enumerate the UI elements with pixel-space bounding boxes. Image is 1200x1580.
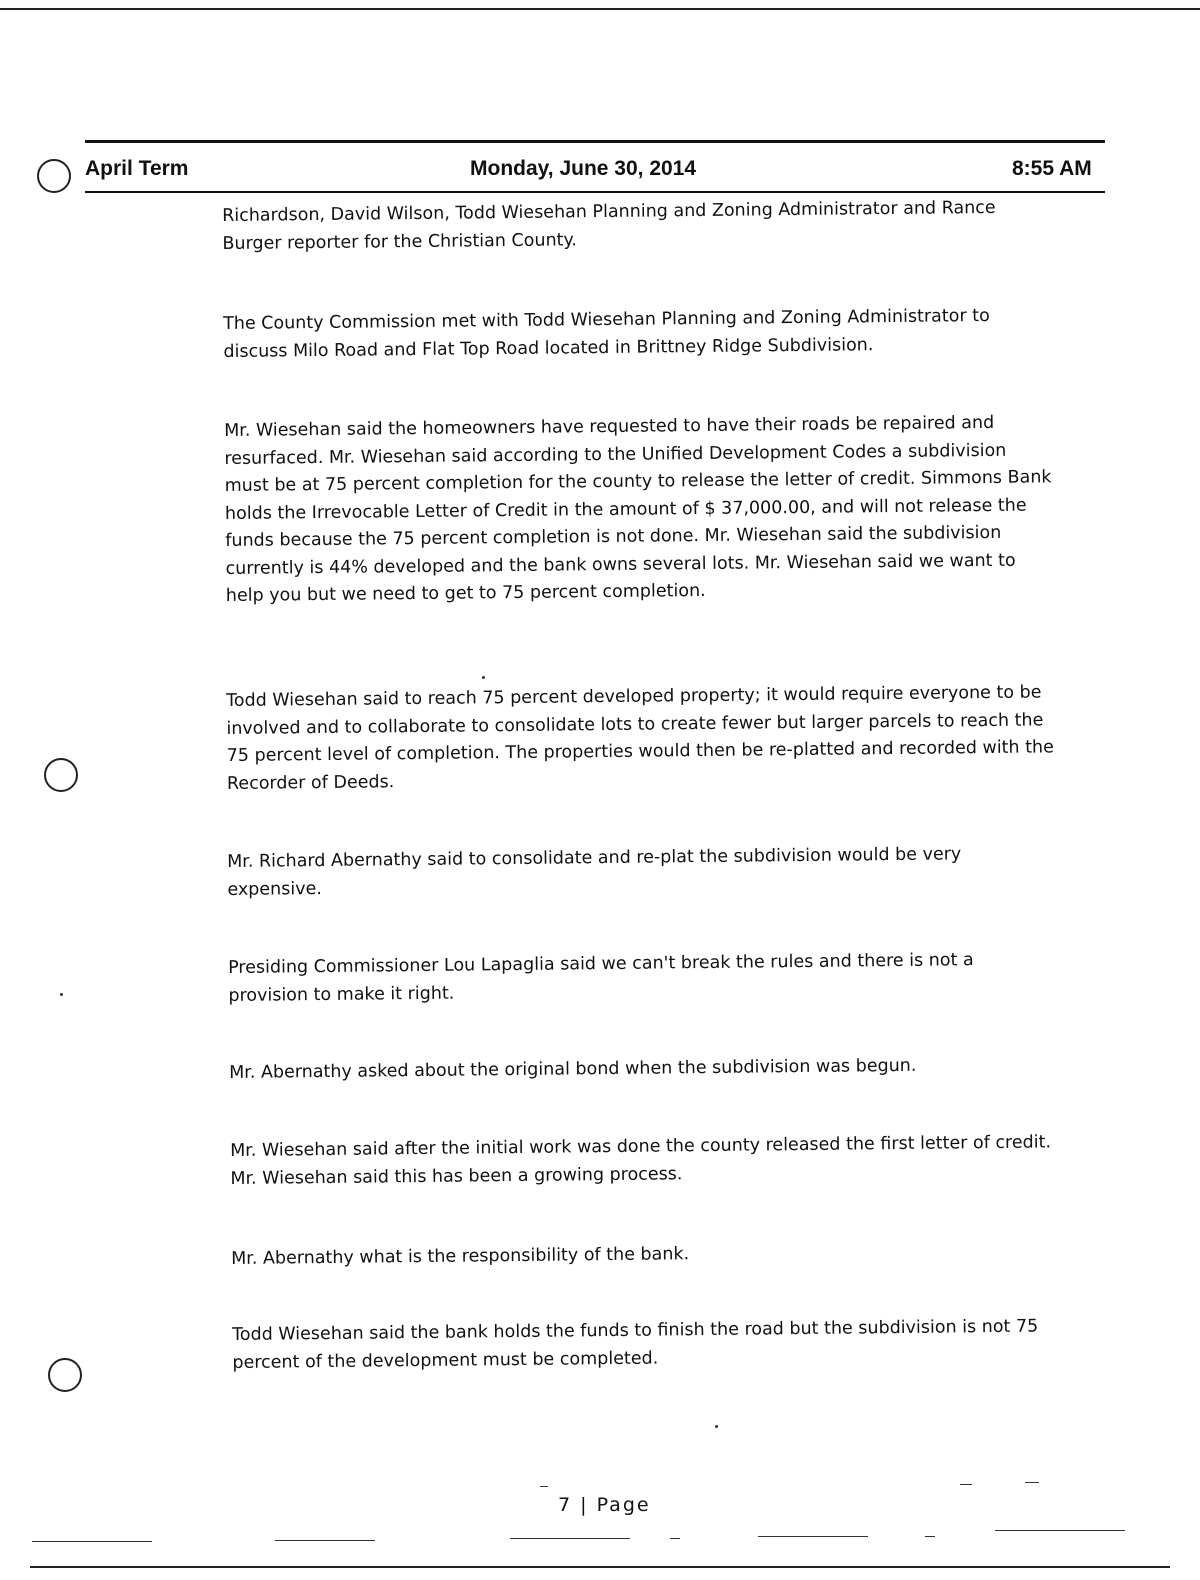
- scan-mark: [510, 1538, 630, 1539]
- scan-mark: [275, 1540, 375, 1541]
- scan-mark: [960, 1484, 972, 1485]
- binder-hole-icon: [37, 159, 71, 193]
- scan-mark: [758, 1536, 868, 1537]
- scan-mark: [1025, 1482, 1039, 1483]
- minutes-paragraph: Mr. Abernathy what is the responsibility of the bank.: [231, 1244, 690, 1269]
- minutes-paragraph: Mr. Wiesehan said after the initial work was done the county released the first letter of credit. Mr. Wiesehan said this has been a growing process.: [230, 1132, 1052, 1189]
- binder-hole-icon: [48, 1358, 82, 1392]
- minutes-paragraph: Richardson, David Wilson, Todd Wiesehan Planning and Zoning Administrator and Rance Burger reporter for the Christian County.: [222, 197, 996, 254]
- scan-mark: [670, 1538, 680, 1539]
- minutes-paragraph: Todd Wiesehan said the bank holds the funds to finish the road but the subdivision is not 75 percent of the development must be completed.: [232, 1316, 1039, 1373]
- header-date: Monday, June 30, 2014: [470, 157, 697, 180]
- header-top-rule: [85, 140, 1105, 143]
- header-bottom-rule: [85, 191, 1105, 193]
- minutes-paragraph: The County Commission met with Todd Wiesehan Planning and Zoning Administrator to discuss Milo Road and Flat Top Road located in Brittney Ridge Subdivision.: [223, 305, 990, 362]
- header-time: 8:55 AM: [1012, 157, 1092, 180]
- scan-mark: [995, 1530, 1125, 1531]
- minutes-paragraph: Mr. Wiesehan said the homeowners have requested to have their roads be repaired and resurfaced. Mr. Wiesehan said according to the Unified Development Codes a subdivision must be at 75 percent completion for the county to release the letter of credit. Simmons Bank holds the Irrevocable Letter of Credit in the amount of $ 37,000.00, and will not release the funds because the 75 percent completion is not done. Mr. Wiesehan said the subdivision currently is 44% developed and the bank owns several lots. Mr. Wiesehan said we want to help you but we need to get to 75 percent completion.: [224, 412, 1052, 606]
- minutes-paragraph: Todd Wiesehan said to reach 75 percent developed property; it would require everyone to be involved and to collaborate to consolidate lots to create fewer but larger parcels to reach the 75 percent level of completion. The properties would then be re-platted and recorded with the Recorder of Deeds.: [226, 682, 1054, 794]
- scan-speck: [60, 993, 63, 996]
- scan-mark: [32, 1541, 152, 1542]
- page-bottom-edge-line: [30, 1566, 1170, 1568]
- header-term: April Term: [85, 157, 189, 180]
- minutes-paragraph: Mr. Richard Abernathy said to consolidate and re-plat the subdivision would be very expensive.: [227, 844, 962, 900]
- binder-hole-icon: [44, 758, 78, 792]
- minutes-paragraph: Presiding Commissioner Lou Lapaglia said we can't break the rules and there is not a provision to make it right.: [228, 950, 974, 1006]
- scan-speck: [715, 1425, 718, 1428]
- page-top-edge-line: [0, 8, 1200, 10]
- minutes-paragraph: Mr. Abernathy asked about the original bond when the subdivision was begun.: [229, 1055, 917, 1083]
- scan-mark: [925, 1536, 935, 1537]
- scan-speck: [482, 676, 485, 679]
- scan-mark: [540, 1486, 548, 1487]
- page-number: 7 | Page: [558, 1494, 651, 1516]
